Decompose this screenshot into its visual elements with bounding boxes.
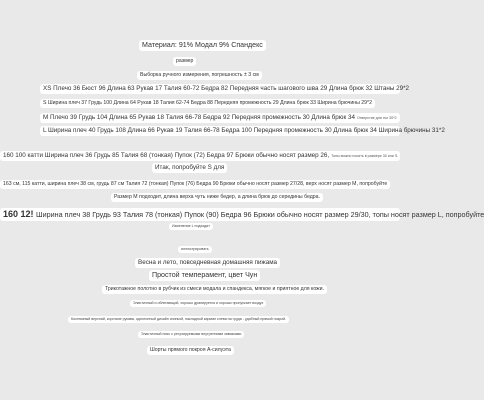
feature-shorts: Шорты прямого покроя A-силуэта [147, 346, 234, 355]
feature-fabric: Трикотажное полотно в рубчик из смеси модала и спандекса, мягкое и приятное для кожи. [102, 285, 327, 294]
reference-3-note: Изменение L подходит [169, 223, 213, 230]
reference-2-row [0, 180, 390, 189]
material-composition: Материал: 91% Модал 9% Спандекс [139, 40, 266, 51]
reference-3-text: Ширина плеч 38 Грудь 93 Талия 78 (тонкая) Пупок (90) Бедра 96 Брюки обычно носят размер 29/30, топы носят размер L, попробуйте [36, 210, 484, 219]
size-m-note: Отверстие для ног 30*2 [356, 116, 397, 120]
reference-3-prefix: 160 12! [3, 209, 34, 219]
feature-costume: Костюмный верхний, короткие рукава, однотонный дизайн спинкой, накладной карман слева на груди - удобный прямой покрой. [68, 316, 289, 323]
feature-elastic: Эластичный и облегающий, хорошо драпируется и хорошо пропускает воздух [130, 300, 266, 307]
feature-season: Весна и лето, повседневная домашняя пижама [135, 258, 280, 268]
size-xs-row: XS Плечо 36 Бюст 96 Длина 63 Рукав 17 Талия 60-72 Бедра 82 Передняя часть шагового шва 29 Длина брюк 32 Штаны 29*2 [40, 84, 400, 94]
size-s-row: S Ширина плеч 37 Грудь 100 Длина 64 Рукав 18 Талия 62-74 Бедра 88 Передняя промежность 29 Длина брюк 33 Ширина брючины 29*2 [40, 99, 375, 108]
reference-2-text-b: Талия 72 (тонкая) Пупок (76) Бедра 90 Брюки обычно носят размер 27/28, верх носят размер M, попробуйте [125, 181, 388, 187]
reference-1-text: 160 100 катти Ширина плеч 36 Грудь 85 Талия 68 (тонкая) Пупок (72) Бедра 97 Брюки обычно носят размер 26, [3, 152, 330, 159]
feature-temperament: Простой темперамент, цвет Чун [149, 270, 260, 281]
size-label: размер [173, 57, 196, 66]
size-m-row [40, 113, 400, 123]
size-l-row: L Ширина плеч 40 Грудь 108 Длина 66 Рукав 19 Талия 66-78 Бедра 100 Передняя промежность 30 Длина брюк 34 Ширина брючины 31*2 [40, 126, 400, 136]
features-label: иллюстрировать [178, 246, 212, 253]
reference-2-text-a: 163 см, 115 катти, ширина плеч 38 см, грудь 87 см [3, 181, 125, 187]
reference-2-note: Размер M подходит, длина верха чуть ниже бедер, а длина брюк до середины бедра. [111, 193, 323, 202]
reference-1-note: Топы можно носить в размере 30 или S. [331, 154, 399, 158]
reference-1-row [0, 151, 400, 161]
reference-3-row [0, 208, 484, 221]
feature-pants: Эластичный пояс с регулируемыми внутренними завязками [138, 331, 244, 338]
size-m-text: M Плечо 39 Грудь 104 Длина 65 Рукав 18 Талия 66-78 Бедра 92 Передняя промежность 30 Длина брюк 34 [43, 114, 355, 121]
reference-1-advice: Итак, попробуйте S для [152, 163, 227, 173]
measurement-note: Выборка ручного измерения, погрешность ± 3 см [137, 71, 262, 80]
